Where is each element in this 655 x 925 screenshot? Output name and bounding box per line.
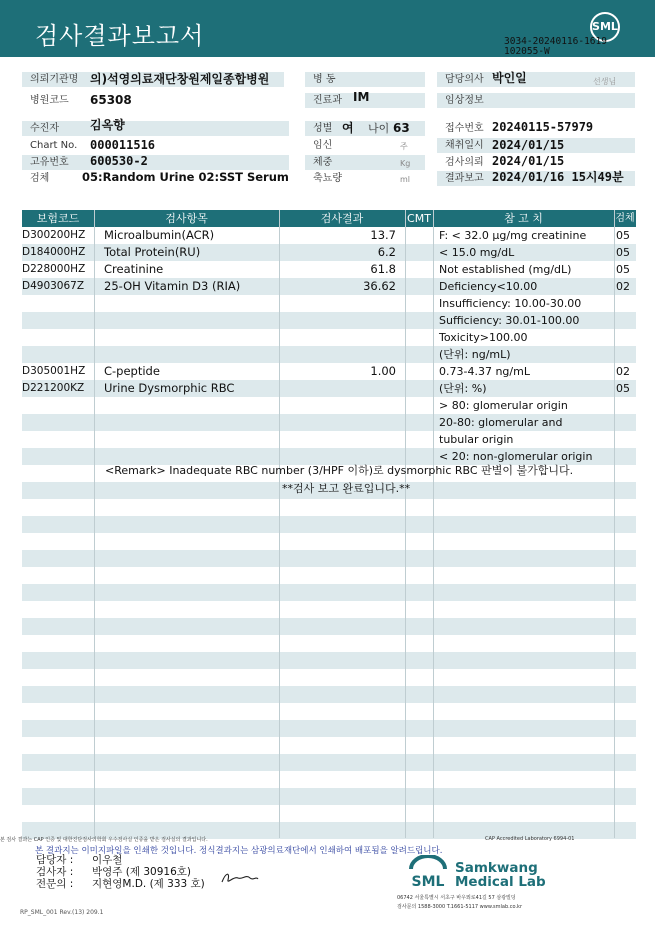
table-row <box>22 584 636 601</box>
specialist-label: 전문의 : <box>36 878 74 890</box>
table-row <box>22 227 636 244</box>
examiner-label: 검사자 : <box>36 866 74 878</box>
specimen-cell: 05 <box>616 246 630 259</box>
department-label: 진료과 <box>305 93 425 108</box>
table-row <box>22 499 636 516</box>
ward-label: 병 동 <box>305 72 425 87</box>
institution-label: 의뢰기관명 <box>22 72 84 87</box>
department-value: IM <box>353 90 370 104</box>
request-date-value: 2024/01/15 <box>492 154 565 168</box>
signature-image <box>220 870 260 886</box>
table-row <box>22 703 636 720</box>
header-specimen: 검체 <box>615 213 635 224</box>
reference-cell: (단위: ng/mL) <box>439 348 511 361</box>
table-row <box>22 635 636 652</box>
table-row <box>22 261 636 278</box>
collect-date-label: 채취일시 <box>437 138 635 153</box>
header-result: 검사결과 <box>320 212 364 225</box>
reference-cell: Deficiency<10.00 <box>439 280 538 293</box>
table-row <box>22 431 636 448</box>
unique-no-label: 고유번호 <box>22 155 84 170</box>
remark-text: <Remark> Inadequate RBC number (3/HPF 이하)로 dysmorphic RBC 판별이 불가합니다. <box>105 464 574 477</box>
result-cell <box>279 397 396 414</box>
insurance-code-cell: D228000HZ <box>22 263 86 275</box>
doctor-label: 담당의사 <box>437 72 635 87</box>
reference-cell: 20-80: glomerular and <box>439 416 563 429</box>
form-id: RP_SML_001 Rev.(13) 209.1 <box>20 909 104 916</box>
reference-cell: 0.73-4.37 ng/mL <box>439 365 530 378</box>
accreditation-footnote: 본 검사 결과는 CAP 인증 및 대한진단검사의학회 우수검사실 인증을 받은 검사실의 결과입니다. <box>0 837 208 843</box>
result-cell: 1.00 <box>370 364 396 378</box>
insurance-code-cell: D300200HZ <box>22 229 86 241</box>
table-row <box>22 533 636 550</box>
reference-cell: (단위: %) <box>439 382 487 395</box>
urine-volume-label: 축뇨량 <box>313 173 342 184</box>
chart-no-value: 000011516 <box>90 138 156 152</box>
insurance-code-cell: D221200KZ <box>22 382 85 394</box>
request-date-label: 검사의뢰 <box>445 157 484 168</box>
test-item-cell: Total Protein(RU) <box>104 245 201 259</box>
table-row <box>22 720 636 737</box>
table-row <box>22 278 636 295</box>
doctor-suffix: 선생님 <box>593 77 617 86</box>
collect-date-value: 2024/01/15 <box>492 138 565 152</box>
examiner-value: 박영주 (제 30916호) <box>92 866 191 878</box>
specimen-cell: 05 <box>616 263 630 276</box>
result-cell <box>279 431 396 448</box>
table-row <box>22 771 636 788</box>
table-row <box>22 329 636 346</box>
specimen-cell: 02 <box>616 365 630 378</box>
doctor-value: 박인일 <box>492 71 527 85</box>
results-table-header <box>22 210 636 227</box>
urine-volume-unit: ml <box>400 175 411 184</box>
age-label: 나이 <box>368 122 390 135</box>
sex-value: 여 <box>342 121 354 135</box>
result-cell: 13.7 <box>370 228 396 242</box>
table-row <box>22 805 636 822</box>
specimen-label: 검체 <box>30 173 50 184</box>
insurance-code-cell: D184000HZ <box>22 246 86 258</box>
table-row <box>22 346 636 363</box>
reference-cell: tubular origin <box>439 433 514 446</box>
reference-cell: Sufficiency: 30.01-100.00 <box>439 314 580 327</box>
report-date-value: 2024/01/16 15시49분 <box>492 170 624 184</box>
samkwang-logo-text: SML <box>411 874 445 890</box>
result-cell: 61.8 <box>370 262 396 276</box>
pregnancy-unit: 주 <box>400 142 408 151</box>
column-divider <box>94 210 95 838</box>
table-row <box>22 737 636 754</box>
table-row <box>22 312 636 329</box>
report-title: 검사결과보고서 <box>35 22 205 50</box>
report-date-label: 결과보고 <box>437 171 635 186</box>
cap-footnote: CAP Accredited Laboratory 6994-01 <box>485 836 575 842</box>
reference-cell: Toxicity>100.00 <box>439 331 528 344</box>
column-divider <box>433 210 434 838</box>
table-row <box>22 414 636 431</box>
result-cell <box>279 329 396 346</box>
reference-cell: > 80: glomerular origin <box>439 399 568 412</box>
table-row <box>22 754 636 771</box>
table-row <box>22 363 636 380</box>
samkwang-brand <box>455 861 546 889</box>
column-divider <box>279 210 280 838</box>
insurance-code-cell: D4903067Z <box>22 280 85 292</box>
table-row <box>22 380 636 397</box>
header-reference: 참 고 치 <box>504 212 543 225</box>
weight-label: 체중 <box>305 155 425 170</box>
table-row <box>22 652 636 669</box>
reference-cell: < 20: non-glomerular origin <box>439 450 593 463</box>
table-row <box>22 244 636 261</box>
test-item-cell: 25-OH Vitamin D3 (RIA) <box>104 279 241 293</box>
document-number-line2: 102055-W <box>504 46 550 57</box>
sml-logo-icon: SML <box>590 12 620 42</box>
document-number-line1: 3034-20240116-1619 <box>504 36 607 47</box>
pregnancy-label: 임신 <box>313 140 333 151</box>
result-cell <box>279 295 396 312</box>
table-row <box>22 397 636 414</box>
result-cell: 36.62 <box>363 279 396 293</box>
patient-value: 김옥향 <box>90 118 125 132</box>
unique-no-value: 600530-2 <box>90 154 148 168</box>
manager-value: 이우철 <box>92 854 123 866</box>
clinical-info-label: 임상정보 <box>437 93 635 108</box>
specialist-value: 지현영M.D. (제 333 호) <box>92 878 205 890</box>
samkwang-logo-icon <box>405 855 451 891</box>
column-divider <box>405 210 406 838</box>
sex-label: 성별 <box>305 121 425 136</box>
reference-cell: Insufficiency: 10.00-30.00 <box>439 297 582 310</box>
result-cell <box>279 414 396 431</box>
table-row <box>22 550 636 567</box>
table-row <box>22 601 636 618</box>
brand-line2: Medical Lab <box>455 874 546 890</box>
specimen-cell: 05 <box>616 382 630 395</box>
reference-cell: F: < 32.0 μg/mg creatinine <box>439 229 587 242</box>
brand-line1: Samkwang <box>455 860 538 876</box>
table-row <box>22 686 636 703</box>
hospital-code-value: 65308 <box>90 93 132 107</box>
table-row <box>22 669 636 686</box>
table-row <box>22 516 636 533</box>
lab-address-line1: 06742 서울특별시 서초구 바우뫼로41길 57 삼광빌딩 <box>397 895 516 901</box>
reference-cell: < 15.0 mg/dL <box>439 246 515 259</box>
patient-label: 수진자 <box>22 121 84 136</box>
header-item: 검사항목 <box>165 212 208 225</box>
chart-no-label: Chart No. <box>30 140 78 151</box>
print-notice: 본 결과지는 이미지파일을 인쇄한 것입니다. 정식결과지는 삼광의료재단에서 인쇄하여 배포됨을 알려드립니다. <box>35 846 443 856</box>
table-row <box>22 295 636 312</box>
lab-address-line2: 검사문의 1588-3000 T.1661-5117 www.smlab.co.kr <box>397 904 522 910</box>
specimen-cell: 05 <box>616 229 630 242</box>
result-cell <box>279 380 396 397</box>
header-code: 보험코드 <box>36 212 80 225</box>
table-row <box>22 788 636 805</box>
header-cmt: CMT <box>407 212 431 225</box>
table-row <box>22 567 636 584</box>
report-complete-text: **검사 보고 완료입니다.** <box>282 482 411 495</box>
column-divider <box>614 210 615 838</box>
age-value: 63 <box>393 121 410 135</box>
hospital-code-label: 병원코드 <box>30 95 69 106</box>
test-item-cell: Creatinine <box>104 262 164 276</box>
specimen-cell: 02 <box>616 280 630 293</box>
document-number <box>504 37 607 57</box>
reference-cell: Not established (mg/dL) <box>439 263 572 276</box>
lab-address <box>397 894 522 912</box>
receipt-label: 접수번호 <box>445 123 484 134</box>
test-item-cell: Microalbumin(ACR) <box>104 228 215 242</box>
receipt-value: 20240115-57979 <box>492 120 594 134</box>
test-item-cell: C-peptide <box>104 364 160 378</box>
weight-unit: Kg <box>400 159 411 168</box>
manager-label: 담당자 : <box>36 854 74 866</box>
table-row <box>22 618 636 635</box>
test-item-cell: Urine Dysmorphic RBC <box>104 381 235 395</box>
result-cell <box>279 346 396 363</box>
insurance-code-cell: D305001HZ <box>22 365 86 377</box>
specimen-value: 05:Random Urine 02:SST Serum <box>82 170 289 184</box>
result-cell: 6.2 <box>377 245 396 259</box>
institution-value: 의)석영의료재단창원제일종합병원 <box>90 72 270 86</box>
result-cell <box>279 312 396 329</box>
